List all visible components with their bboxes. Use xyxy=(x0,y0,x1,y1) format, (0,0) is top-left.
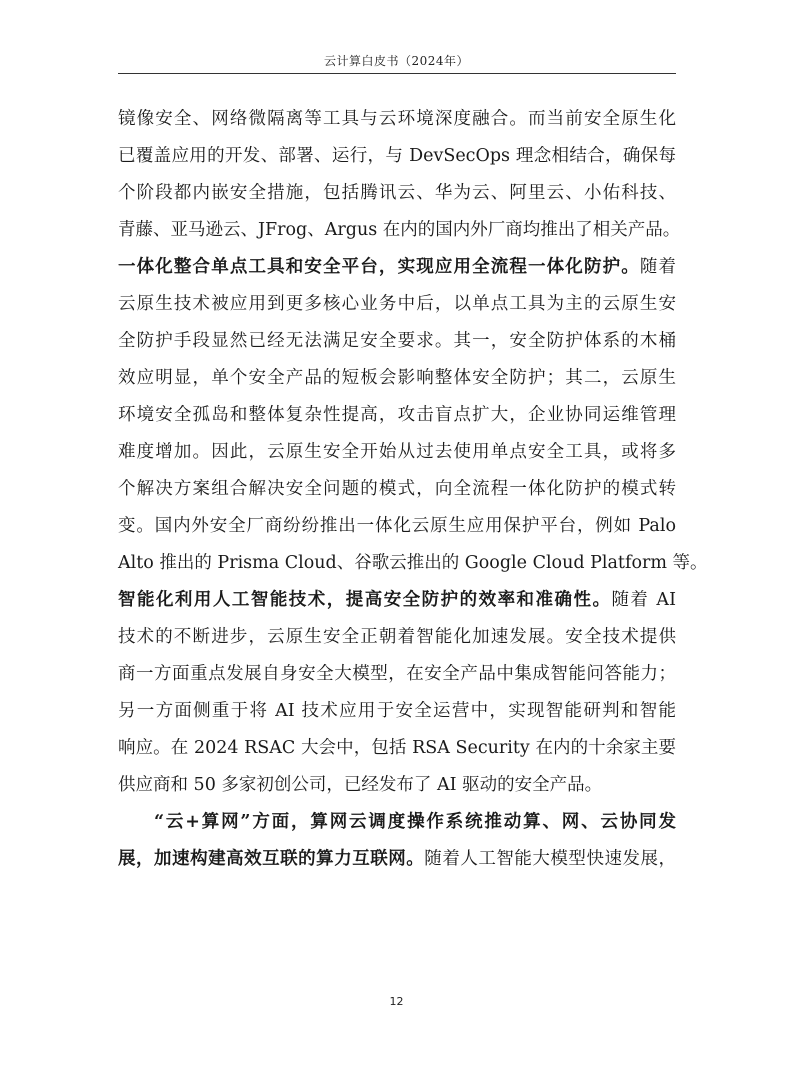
text-line xyxy=(118,471,676,508)
text-segment: 全防护手段显然已经无法满足安全要求。其一，安全防护体系的木桶 xyxy=(118,331,676,351)
text-line xyxy=(118,360,676,397)
text-segment: 镜像安全、网络微隔离等工具与云环境深度融合。而当前安全原生化 xyxy=(118,109,676,129)
bold-lead-phrase: 展，加速构建高效互联的算力互联网。 xyxy=(118,849,425,869)
paragraph xyxy=(118,582,676,804)
text-line xyxy=(118,767,676,804)
text-line xyxy=(118,397,676,434)
body-text xyxy=(118,101,708,878)
paragraph xyxy=(118,101,681,249)
text-segment: 商一方面重点发展自身安全大模型，在安全产品中集成智能问答能力； xyxy=(118,664,676,684)
text-line xyxy=(118,545,708,582)
text-line xyxy=(118,656,676,693)
text-segment: 另一方面侧重于将 AI 技术应用于安全运营中，实现智能研判和智能 xyxy=(118,701,676,721)
text-segment: 随着人工智能大模型快速发展， xyxy=(424,849,677,869)
text-line xyxy=(118,286,676,323)
text-segment: 技术的不断进步，云原生安全正朝着智能化加速发展。安全技术提供 xyxy=(118,627,676,647)
text-line xyxy=(118,434,676,471)
text-segment: 随着 AI xyxy=(611,590,676,610)
text-line xyxy=(118,138,676,175)
text-segment: 难度增加。因此，云原生安全开始从过去使用单点安全工具，或将多 xyxy=(118,442,676,462)
bold-lead-phrase: 智能化利用人工智能技术，提高安全防护的效率和准确性。 xyxy=(118,590,612,610)
text-line xyxy=(118,841,676,878)
text-segment: 青藤、亚马逊云、JFrog、Argus 在内的国内外厂商均推出了相关产品。 xyxy=(118,220,681,240)
text-segment: 变。国内外安全厂商纷纷推出一体化云原生应用保护平台，例如 Palo xyxy=(118,516,676,536)
text-line xyxy=(118,693,676,730)
text-segment: 个阶段都内嵌安全措施，包括腾讯云、华为云、阿里云、小佑科技、 xyxy=(118,183,676,203)
text-segment: 供应商和 50 多家初创公司，已经发布了 AI 驱动的安全产品。 xyxy=(118,775,603,795)
page-number: 12 xyxy=(389,995,404,1008)
text-line xyxy=(118,175,676,212)
text-segment: 效应明显，单个安全产品的短板会影响整体安全防护；其二，云原生 xyxy=(118,368,676,388)
header-divider xyxy=(118,73,676,74)
running-header: 云计算白皮书（2024年） xyxy=(323,54,470,68)
text-line xyxy=(118,508,676,545)
text-segment: 随着 xyxy=(639,257,677,277)
paragraph xyxy=(118,249,708,582)
bold-lead-phrase: “云+算网”方面，算网云调度操作系统推动算、网、云协同发 xyxy=(154,812,676,832)
text-line xyxy=(118,101,676,138)
text-segment: 环境安全孤岛和整体复杂性提高，攻击盲点扩大，企业协同运维管理 xyxy=(118,405,676,425)
text-line xyxy=(118,619,676,656)
text-line xyxy=(118,804,676,841)
text-line xyxy=(118,249,676,286)
text-segment: 个解决方案组合解决安全问题的模式，向全流程一体化防护的模式转 xyxy=(118,479,676,499)
text-line xyxy=(118,582,676,619)
bold-lead-phrase: 一体化整合单点工具和安全平台，实现应用全流程一体化防护。 xyxy=(118,257,640,277)
text-line xyxy=(118,323,676,360)
text-segment: Alto 推出的 Prisma Cloud、谷歌云推出的 Google Cloud Platform 等。 xyxy=(118,553,708,573)
text-segment: 云原生技术被应用到更多核心业务中后，以单点工具为主的云原生安 xyxy=(118,294,676,314)
text-line xyxy=(118,730,676,767)
text-segment: 响应。在 2024 RSAC 大会中，包括 RSA Security 在内的十余家主要 xyxy=(118,738,676,758)
text-line xyxy=(118,212,681,249)
paragraph xyxy=(118,804,676,878)
text-segment: 已覆盖应用的开发、部署、运行，与 DevSecOps 理念相结合，确保每 xyxy=(118,146,676,166)
